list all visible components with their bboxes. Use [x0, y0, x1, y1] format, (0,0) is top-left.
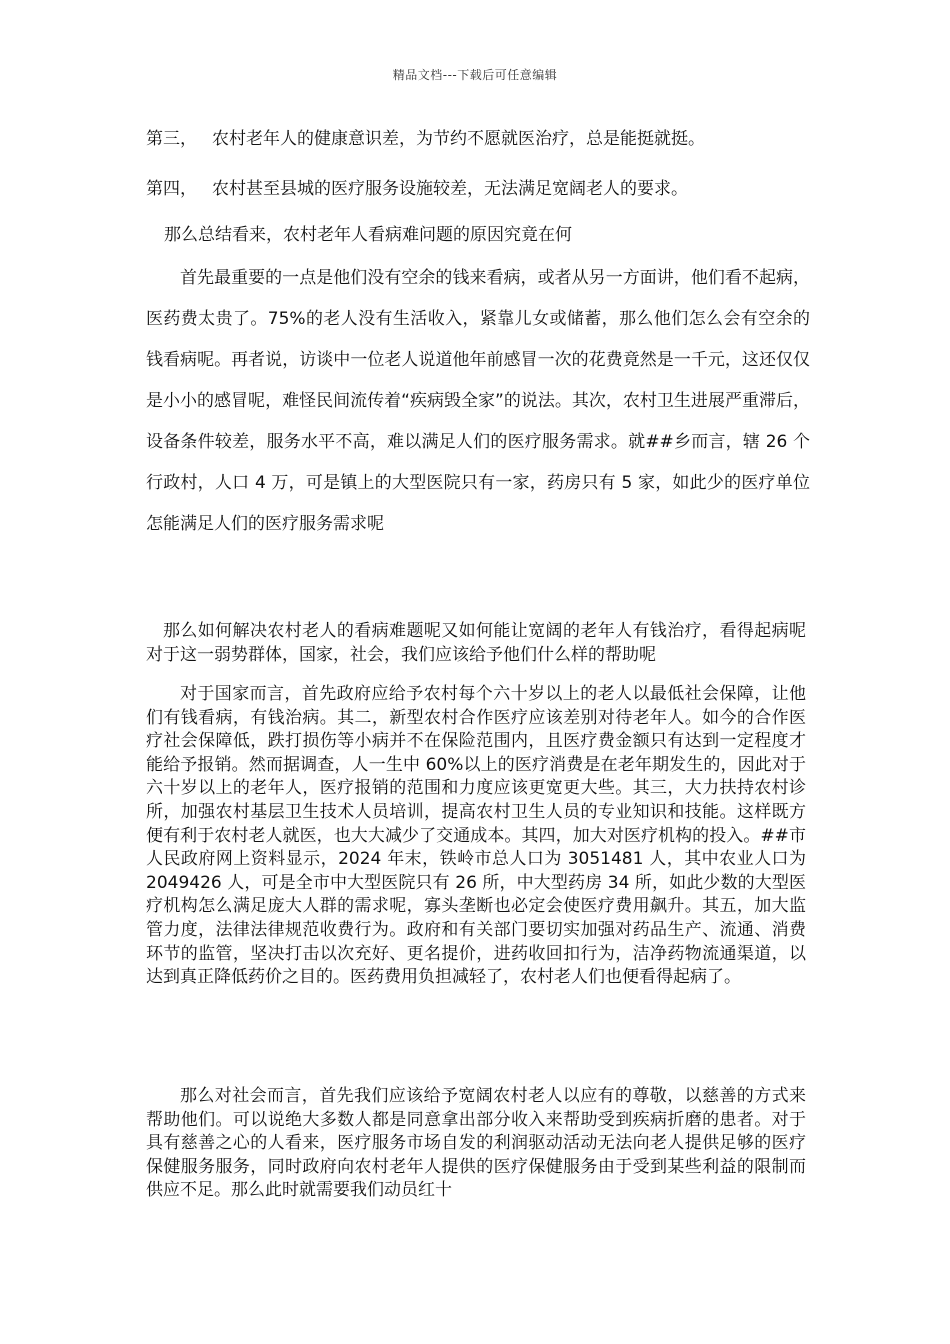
point-fourth	[146, 174, 688, 199]
summary-question: 那么总结看来，农村老年人看病难问题的原因究竟在何	[164, 225, 572, 245]
point-fourth-text: 农村甚至县城的医疗服务设施较差，无法满足宽阔老人的要求。	[212, 179, 688, 199]
paragraph-causes: 首先最重要的一点是他们没有空余的钱来看病，或者从另一方面讲，他们看不起病，医药费太贵了。75%的老人没有生活收入，紧靠儿女或储蓄，那么他们怎么会有空余的钱看病呢。再者说，访谈中一位老人说道他年前感冒一次的花费竟然是一千元，这还仅仅是小小的感冒呢，难怪民间流传着“疾病毁全家”的说法。其次，农村卫生进展严重滞后，设备条件较差，服务水平不高，难以满足人们的医疗服务需求。就##乡而言，辖 26 个行政村，人口 4 万，可是镇上的大型医院只有一家，药房只有 5 家，如此少的医疗单位怎能满足人们的医疗服务需求呢	[146, 268, 810, 534]
paragraph-state: 对于国家而言，首先政府应给予农村每个六十岁以上的老人以最低社会保障，让他们有钱看病，有钱治病。其二，新型农村合作医疗应该差别对待老年人。如今的合作医疗社会保障低，跌打损伤等小病并不在保险范围内，且医疗费金额只有达到一定程度才能给予报销。然而据调查，人一生中 60%以上的医疗消费是在老年期发生的，因此对于六十岁以上的老年人，医疗报销的范围和力度应该更宽更大些。其三，大力扶持农村诊所，加强农村基层卫生技术人员培训，提高农村卫生人员的专业知识和技能。这样既方便有利于农村老人就医，也大大减少了交通成本。其四，加大对医疗机构的投入。##市人民政府网上资料显示，2024 年末，铁岭市总人口为 3051481 人，其中农业人口为 2049426 人，可是全市中大型医院只有 26 所，中大型药房 34 所，如此少数的大型医疗机构怎么满足庞大人群的需求呢，寡头垄断也必定会使医疗费用飙升。其五，加大监管力度，法律法律规范收费行为。政府和有关部门要切实加强对药品生产、流通、消费环节的监管，坚决打击以次充好、更名提价，进药收回扣行为，洁净药物流通渠道，以达到真正降低药价之目的。医药费用负担减轻了，农村老人们也便看得起病了。	[146, 684, 806, 988]
paragraph-society: 那么对社会而言，首先我们应该给予宽阔农村老人以应有的尊敬，以慈善的方式来帮助他们。可以说绝大多数人都是同意拿出部分收入来帮助受到疾病折磨的患者。对于具有慈善之心的人看来，医疗服务市场自发的利润驱动活动无法向老人提供足够的医疗保健服务服务，同时政府向农村老年人提供的医疗保健服务由于受到某些利益的限制而供应不足。那么此时就需要我们动员红十	[146, 1086, 806, 1201]
point-fourth-label: 第四，	[146, 179, 197, 199]
point-third	[146, 124, 705, 149]
page-header: 精品文档---下载后可任意编辑	[392, 68, 558, 82]
point-third-text: 农村老年人的健康意识差，为节约不愿就医治疗，总是能挺就挺。	[212, 129, 705, 149]
point-third-label: 第三，	[146, 129, 197, 149]
paragraph-solution-question: 那么如何解决农村老人的看病难题呢又如何能让宽阔的老年人有钱治疗，看得起病呢对于这一弱势群体，国家，社会，我们应该给予他们什么样的帮助呢	[146, 621, 806, 666]
